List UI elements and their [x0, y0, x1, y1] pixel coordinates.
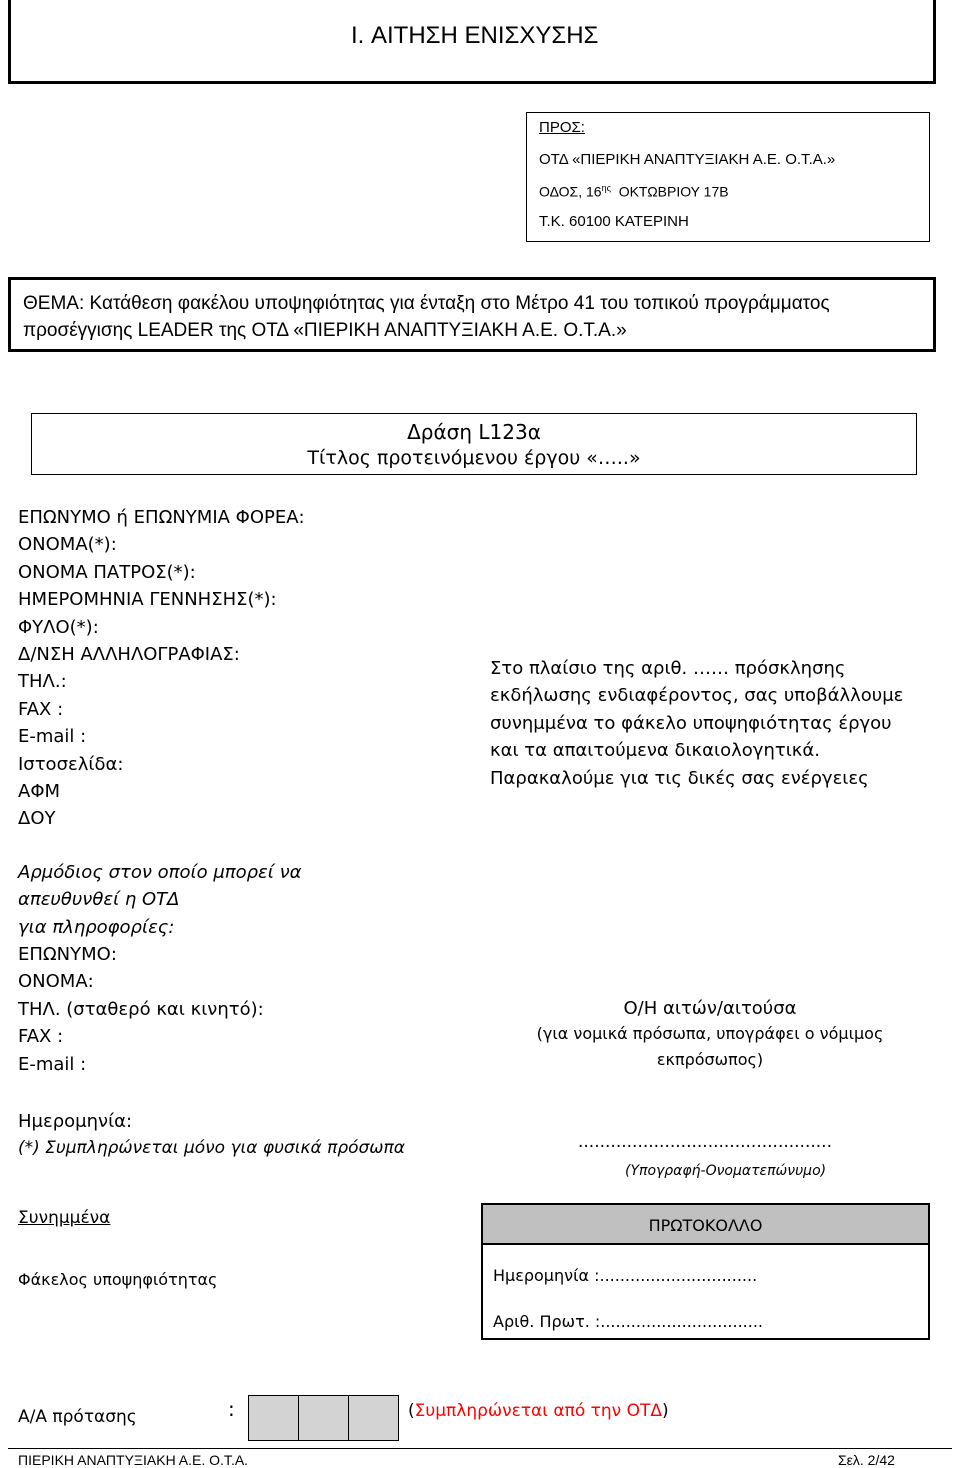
protocol-number-field[interactable]: Αριθ. Πρωτ. :................................: [493, 1312, 764, 1331]
contact-heading-line1: Αρμόδιος στον οποίο μπορεί να: [18, 862, 302, 883]
natural-person-note: (*) Συμπληρώνεται μόνο για φυσικά πρόσωπα: [18, 1138, 405, 1158]
action-box: [31, 413, 917, 475]
street-suffix: ΟΚΤΩΒΡΙΟΥ 17Β: [618, 183, 729, 200]
contact-heading: [18, 859, 302, 941]
attachments-label: Συνημμένα: [18, 1208, 111, 1228]
proposal-note: [408, 1401, 669, 1421]
footer-organization: ΠΙΕΡΙΚΗ ΑΝΑΠΤΥΞΙΑΚΗ Α.Ε. Ο.Τ.Α.: [18, 1452, 249, 1468]
contact-field-name[interactable]: ΟΝΟΜΑ:: [18, 971, 94, 993]
field-tax-id[interactable]: ΑΦΜ: [18, 781, 61, 803]
contact-field-surname[interactable]: ΕΠΩΝΥΜΟ:: [18, 944, 117, 965]
proposal-note-text: Συμπληρώνεται από την ΟΤΔ: [414, 1401, 662, 1421]
field-phone[interactable]: ΤΗΛ.:: [18, 671, 67, 693]
proposal-digit-box[interactable]: [248, 1395, 299, 1441]
street-superscript: ης: [601, 183, 611, 193]
field-fax[interactable]: FAX :: [18, 698, 64, 720]
letter-body: Στο πλαίσιο της αριθ. …… πρόσκλησης εκδήλωσης ενδιαφέροντος, σας υποβάλλουμε συνημμένα το φάκελο υποψηφιότητας έργου και τα απαιτούμενα δικαιολογητικά. Παρακαλούμε για τις δικές σας ενέργειες: [490, 658, 904, 789]
contact-fields: [18, 941, 264, 1078]
subject-text: [23, 290, 923, 344]
footer-page-number: Σελ. 2/42: [838, 1452, 895, 1468]
field-father-name[interactable]: ΟΝΟΜΑ ΠΑΤΡΟΣ(*):: [18, 561, 196, 583]
field-email[interactable]: E-mail :: [18, 726, 87, 748]
field-gender[interactable]: ΦΥΛΟ(*):: [18, 616, 99, 638]
contact-field-email[interactable]: E-mail :: [18, 1053, 87, 1075]
contact-field-fax[interactable]: FAX :: [18, 1026, 64, 1048]
contact-field-phone[interactable]: ΤΗΛ. (σταθερό και κινητό):: [18, 998, 264, 1020]
proposal-digit-box[interactable]: [298, 1395, 349, 1441]
street-prefix: ΟΔΟΣ, 16: [539, 183, 602, 200]
applicant-fields: [18, 504, 305, 833]
proposal-note-open: (: [408, 1401, 415, 1421]
field-name[interactable]: ΟΝΟΜΑ(*):: [18, 534, 117, 556]
recipient-postal: Τ.Κ. 60100 ΚΑΤΕΡΙΝΗ: [539, 213, 689, 230]
proposal-digit-box[interactable]: [348, 1395, 399, 1441]
date-field[interactable]: Ημερομηνία:: [18, 1111, 133, 1132]
field-birth-date[interactable]: ΗΜΕΡΟΜΗΝΙΑ ΓΕΝΝΗΣΗΣ(*):: [18, 589, 277, 611]
subject-box: [8, 277, 936, 352]
field-website[interactable]: Ιστοσελίδα:: [18, 753, 124, 775]
recipient-box: [526, 112, 930, 242]
recipient-street: [539, 183, 729, 200]
field-surname-or-entity[interactable]: ΕΠΩΝΥΜΟ ή ΕΠΩΝΥΜΙΑ ΦΟΡΕΑ:: [18, 507, 305, 528]
signature-caption: (Υπογραφή-Ονοματεπώνυμο): [625, 1163, 827, 1179]
protocol-header: [483, 1205, 928, 1245]
field-tax-office[interactable]: ΔΟΥ: [18, 808, 56, 830]
action-code: Δράση L123α: [407, 420, 541, 444]
signer-note: (για νομικά πρόσωπα, υπογράφει ο νόμιμος εκπρόσωπος): [536, 1024, 884, 1069]
protocol-box: [481, 1203, 930, 1340]
footer-divider: [8, 1448, 952, 1449]
signature-line[interactable]: ...............................................: [578, 1132, 832, 1152]
subject-label: ΘΕΜΑ:: [23, 293, 85, 314]
proposal-colon: :: [228, 1397, 235, 1421]
title-box: [8, 0, 936, 84]
field-postal-address[interactable]: Δ/ΝΣΗ ΑΛΛΗΛΟΓΡΑΦΙΑΣ:: [18, 644, 240, 666]
contact-heading-line2: απευθυνθεί η ΟΤΔ: [18, 889, 180, 911]
signer-title: Ο/Η αιτών/αιτούσα: [623, 998, 797, 1019]
proposal-number-label: Α/Α πρότασης: [18, 1407, 137, 1427]
recipient-label: ΠΡΟΣ:: [539, 119, 585, 136]
page-title: I. ΑΙΤΗΣΗ ΕΝΙΣΧΥΣΗΣ: [351, 22, 599, 49]
recipient-organization: ΟΤΔ «ΠΙΕΡΙΚΗ ΑΝΑΠΤΥΞΙΑΚΗ Α.Ε. Ο.Τ.Α.»: [539, 151, 836, 168]
protocol-date-field[interactable]: Ημερομηνία :...............................: [493, 1266, 758, 1285]
attachment-item: Φάκελος υποψηφιότητας: [18, 1270, 218, 1289]
contact-heading-line3: για πληροφορίες:: [18, 916, 175, 938]
subject-body: Κατάθεση φακέλου υποψηφιότητας για ένταξη στο Μέτρο 41 του τοπικού προγράμματος προσέγγισης LEADER της ΟΤΔ «ΠΙΕΡΙΚΗ ΑΝΑΠΤΥΞΙΑΚΗ Α.Ε. Ο.Τ.Α.»: [23, 293, 830, 341]
protocol-title: ΠΡΩΤΟΚΟΛΛΟ: [648, 1216, 763, 1235]
proposal-note-close: ): [661, 1401, 669, 1421]
proposal-number-boxes: [249, 1395, 399, 1441]
project-title: Τίτλος προτεινόμενου έργου «…..»: [307, 447, 641, 469]
signer-block: [510, 998, 910, 1073]
